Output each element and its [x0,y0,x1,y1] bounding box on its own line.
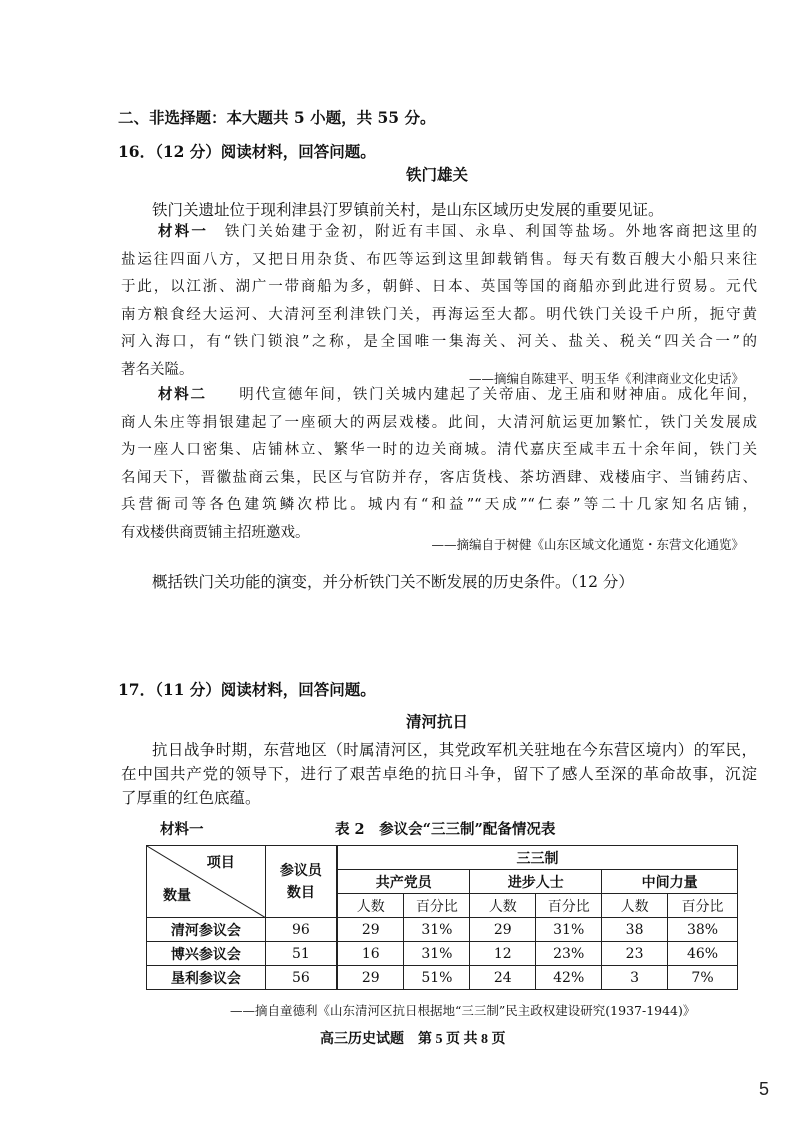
section-heading: 二、非选择题：本大题共 5 小题，共 55 分。 [118,108,436,127]
table-corner-cell [147,846,266,918]
table-cell: 29 [337,966,404,990]
table-source: ——摘自童德利《山东清河区抗日根据地“三三制”民主政权建设研究(1937-1944)》 [230,1003,696,1018]
table-row-name: 博兴参议会 [147,942,266,966]
table-cell: 51% [404,966,470,990]
table-corner-bottom: 数量 [163,888,191,904]
table-cell: 31% [404,918,470,942]
table-metric-header: 人数 [602,894,668,918]
page-number: 5 [759,1079,770,1099]
table-cell: 51 [265,942,337,966]
q16-material2-line-4: 名闻天下，晋徽盐商云集，民区与官防并存，客店货栈、茶坊酒肆、戏楼庙宇、当铺药店、 [121,469,757,486]
table-row [147,942,738,966]
q16-material1-line-1: 材料一 铁门关始建于金初，附近有丰国、永阜、利国等盐场。外地客商把这里的 [158,223,758,240]
table-metric-header: 人数 [337,894,404,918]
table-cell: 56 [265,966,337,990]
q17-intro-line-1: 抗日战争时期，东营地区（时属清河区，其党政军机关驻地在今东营区境内）的军民， [152,741,757,759]
table-corner-top: 项目 [206,855,235,871]
q16-material2-line-5: 兵营衙司等各色建筑鳞次栉比。城内有“和益”“天成”“仁泰”等二十几家知名店铺， [121,497,757,513]
table-cell: 96 [265,918,337,942]
q17-title: 清河抗日 [406,712,469,731]
q16-header: 16．（12 分）阅读材料，回答问题。 [118,142,376,161]
q16-material2-line-2: 商人朱庄等捐银建起了一座硕大的两层戏楼。此间，大清河航运更加繁忙，铁门关发展成 [121,414,757,431]
q16-material1-line-3: 于此，以江浙、湖广一带商船为多，朝鲜、日本、英国等国的商船亦到此进行贸易。元代 [121,279,757,295]
table-cell: 38 [602,918,668,942]
table-header-members: 参议员 数目 [265,846,337,918]
table-subheader-middle: 中间力量 [602,870,738,894]
q17-intro [121,738,757,810]
table-subheader-progressive: 进步人士 [470,870,602,894]
table-metric-header: 百分比 [536,894,602,918]
table-cell: 46% [668,942,738,966]
table-cell: 42% [536,966,602,990]
q16-material1-source: ——摘编自陈建平、明玉华《利津商业文化史话》 [468,371,744,386]
table-cell: 31% [536,918,602,942]
three-thirds-table [146,845,738,990]
q16-material2-line-1: 材料二 明代宣德年间，铁门关城内建起了关帝庙、龙王庙和财神庙。成化年间， [158,386,758,403]
q16-material2-source: ——摘编自于树健《山东区域文化通览・东营文化通览》 [431,537,744,552]
page-footer: 高三历史试题 第 5 页 共 8 页 [320,1032,506,1047]
table-metric-header: 百分比 [404,894,470,918]
table-cell: 24 [470,966,536,990]
table-metric-header: 人数 [470,894,536,918]
q16-material1 [121,218,757,384]
table-subheader-cpc: 共产党员 [337,870,470,894]
table-cell: 29 [337,918,404,942]
table-caption: 表 2 参议会“三三制”配备情况表 [335,821,556,838]
q16-intro: 铁门关遗址位于现利津县汀罗镇前关村，是山东区域历史发展的重要见证。 [152,201,664,219]
table-header-group: 三三制 [337,846,737,870]
table-cell: 3 [602,966,668,990]
table-cell: 31% [404,942,470,966]
q16-material2-label: 材料二 [158,386,207,403]
table-cell: 29 [470,918,536,942]
q17-intro-line-3: 了厚重的红色底蕴。 [121,789,261,807]
q17-material1-label: 材料一 [160,821,204,838]
table-cell: 23% [536,942,602,966]
table-cell: 12 [470,942,536,966]
table-row [147,918,738,942]
table-cell: 38% [668,918,738,942]
table-row [147,966,738,990]
q16-material1-line-6: 著名关隘。 [121,361,194,378]
q17-intro-line-2: 在中国共产党的领导下，进行了艰苦卓绝的抗日斗争，留下了感人至深的革命故事，沉淀 [121,765,757,783]
table-cell: 7% [668,966,738,990]
q16-material1-line-2: 盐运往四面八方，又把日用杂货、布匹等运到这里卸载销售。每天有数百艘大小船只来往 [121,251,757,268]
q16-material2-line-6: 有戏楼供商贾铺主招班邀戏。 [121,524,310,541]
q16-material1-label: 材料一 [158,223,209,240]
table-metric-header: 百分比 [668,894,738,918]
table-row-name: 垦利参议会 [147,966,266,990]
q16-title: 铁门雄关 [406,165,469,184]
q16-material2-line-3: 为一座人口密集、店铺林立、繁华一时的边关商城。清代嘉庆至咸丰五十余年间，铁门关 [121,442,757,458]
q16-question: 概括铁门关功能的演变，并分析铁门关不断发展的历史条件。（12 分） [152,573,634,591]
q17-header: 17．（11 分）阅读材料，回答问题。 [118,680,376,699]
q16-material1-line-5: 河入海口，有“铁门锁浪”之称，是全国唯一集海关、河关、盐关、税关“四关合一”的 [121,334,757,350]
table-cell: 16 [337,942,404,966]
table-row-name: 清河参议会 [147,918,266,942]
table-cell: 23 [602,942,668,966]
q16-material1-line-4: 南方粮食经大运河、大清河至利津铁门关，再海运至大都。明代铁门关设千户所，扼守黄 [121,306,757,323]
q16-material2 [121,381,757,547]
